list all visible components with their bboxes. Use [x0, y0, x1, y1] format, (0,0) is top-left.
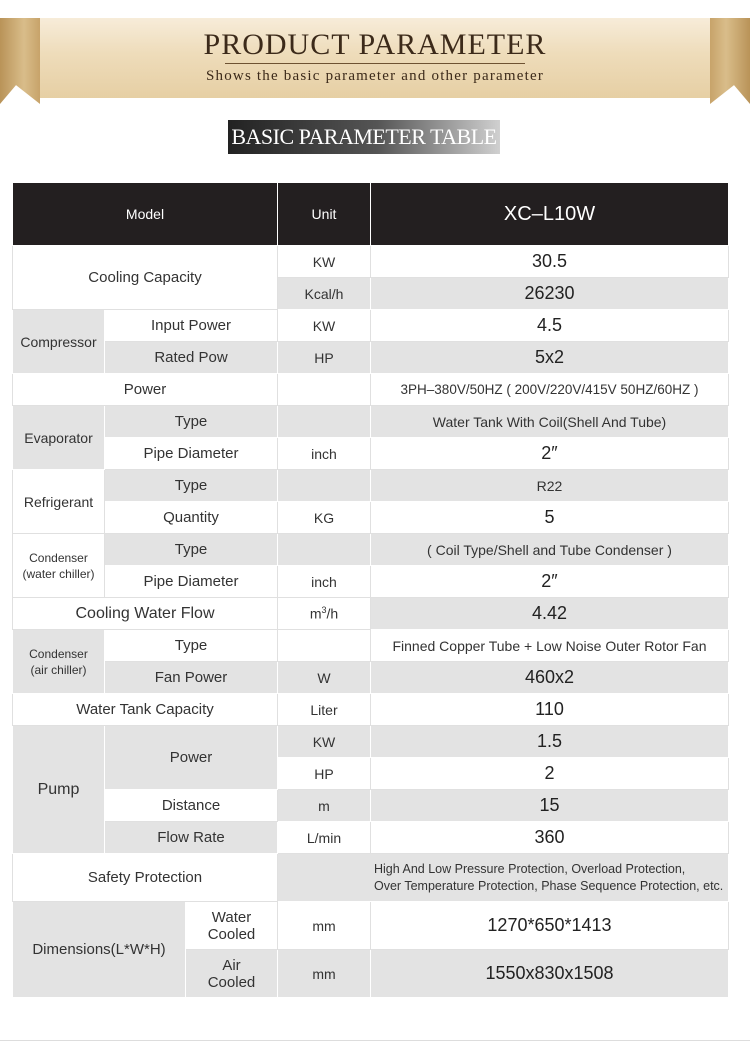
- sub-label-cell: Type: [105, 406, 278, 438]
- row-label-water-tank: Water Tank Capacity: [13, 694, 278, 726]
- sub-label-cell: Fan Power: [105, 662, 278, 694]
- row-label-dimensions: Dimensions(L*W*H): [13, 902, 186, 998]
- unit-cell: KG: [278, 502, 371, 534]
- row-label-line: Condenser: [29, 550, 88, 565]
- unit-cell: [278, 630, 371, 662]
- value-cell: 15: [371, 790, 729, 822]
- table-row: [13, 726, 729, 758]
- sub-label-cell: Quantity: [105, 502, 278, 534]
- bottom-divider: [0, 1040, 750, 1041]
- value-cell: 2″: [371, 438, 729, 470]
- parameter-table: [12, 182, 729, 998]
- banner-title: PRODUCT PARAMETER: [203, 28, 547, 61]
- unit-cell: [278, 406, 371, 438]
- banner-subtitle: Shows the basic parameter and other parameter: [205, 68, 545, 84]
- table-row: [13, 822, 729, 854]
- sub-label-cell: Type: [105, 470, 278, 502]
- unit-tail: /h: [326, 605, 339, 622]
- value-cell: 4.5: [371, 310, 729, 342]
- table-row: [13, 470, 729, 502]
- row-label-safety: Safety Protection: [13, 854, 278, 902]
- table-heading: BASIC PARAMETER TABLE: [228, 120, 500, 154]
- value-cell: ( Coil Type/Shell and Tube Condenser ): [371, 534, 729, 566]
- unit-cell: inch: [278, 438, 371, 470]
- value-cell: [278, 854, 729, 902]
- unit-cell: KW: [278, 726, 371, 758]
- unit-cell: m: [278, 790, 371, 822]
- table-row: [13, 342, 729, 374]
- sub-label-cell: Flow Rate: [105, 822, 278, 854]
- table-row: [13, 694, 729, 726]
- unit-cell: Liter: [278, 694, 371, 726]
- value-cell: R22: [371, 470, 729, 502]
- row-label-cooling-capacity: Cooling Capacity: [13, 246, 278, 310]
- unit-cell: Kcal/h: [278, 278, 371, 310]
- sub-label-cell: Rated Pow: [105, 342, 278, 374]
- sub-label-cell: [186, 950, 278, 998]
- row-label-refrigerant: Refrigerant: [13, 470, 105, 534]
- value-cell: 360: [371, 822, 729, 854]
- sub-label-line: Water: [211, 908, 252, 926]
- unit-cell: KW: [278, 246, 371, 278]
- value-cell: 1550x830x1508: [371, 950, 729, 998]
- table-row: [13, 374, 729, 406]
- table-row: [13, 790, 729, 822]
- value-cell: 30.5: [371, 246, 729, 278]
- sub-label-cell: Power: [105, 726, 278, 790]
- sub-label-line: Cooled: [207, 973, 256, 991]
- unit-cell: W: [278, 662, 371, 694]
- row-label-line: (air chiller): [30, 662, 87, 677]
- table-row: [13, 662, 729, 694]
- row-label-condenser-air: [13, 630, 105, 694]
- unit-cell: inch: [278, 566, 371, 598]
- value-cell: 5: [371, 502, 729, 534]
- row-label-line: (water chiller): [22, 566, 95, 581]
- unit-base: m: [309, 605, 322, 622]
- value-cell: 5x2: [371, 342, 729, 374]
- value-cell: 2: [371, 758, 729, 790]
- value-cell: 26230: [371, 278, 729, 310]
- value-cell: Finned Copper Tube + Low Noise Outer Rotor Fan: [371, 630, 729, 662]
- value-cell: Water Tank With Coil(Shell And Tube): [371, 406, 729, 438]
- unit-cell: HP: [278, 758, 371, 790]
- value-cell: 110: [371, 694, 729, 726]
- row-label-condenser-water: [13, 534, 105, 598]
- table-row: [13, 598, 729, 630]
- unit-cell: L/min: [278, 822, 371, 854]
- value-cell: 460x2: [371, 662, 729, 694]
- safety-line: Over Temperature Protection, Phase Sequence Protection, etc.: [374, 878, 724, 893]
- unit-cell: mm: [278, 950, 371, 998]
- row-label-pump: Pump: [13, 726, 105, 854]
- row-label-compressor: Compressor: [13, 310, 105, 374]
- sub-label-cell: Type: [105, 534, 278, 566]
- unit-superscript: 3: [321, 605, 327, 616]
- title-banner: [0, 18, 750, 104]
- table-row: [13, 566, 729, 598]
- value-cell: 3PH–380V/50HZ ( 200V/220V/415V 50HZ/60HZ ): [371, 374, 729, 406]
- table-row: [13, 502, 729, 534]
- value-cell: 1270*650*1413: [371, 902, 729, 950]
- value-cell: 4.42: [371, 598, 729, 630]
- header-model-value: XC–L10W: [371, 183, 729, 246]
- unit-cell: [278, 598, 371, 630]
- sub-label-line: Air: [222, 956, 241, 974]
- row-label-evaporator: Evaporator: [13, 406, 105, 470]
- sub-label-cell: Pipe Diameter: [105, 438, 278, 470]
- table-row: [13, 854, 729, 902]
- unit-cell: [278, 374, 371, 406]
- unit-cell: HP: [278, 342, 371, 374]
- table-row: [13, 310, 729, 342]
- sub-label-cell: Pipe Diameter: [105, 566, 278, 598]
- unit-cell: KW: [278, 310, 371, 342]
- value-cell: 1.5: [371, 726, 729, 758]
- table-row: [13, 406, 729, 438]
- safety-line: High And Low Pressure Protection, Overload Protection,: [374, 861, 686, 876]
- table-row: [13, 534, 729, 566]
- table-row: [13, 630, 729, 662]
- row-label-cooling-water-flow: Cooling Water Flow: [13, 598, 278, 630]
- banner-divider: [225, 63, 525, 64]
- table-row: [13, 902, 729, 950]
- table-header-row: [13, 183, 729, 246]
- row-label-line: Condenser: [29, 646, 88, 661]
- sub-label-cell: [186, 902, 278, 950]
- table-row: [13, 438, 729, 470]
- sub-label-line: Cooled: [207, 925, 256, 943]
- unit-cell: mm: [278, 902, 371, 950]
- sub-label-cell: Input Power: [105, 310, 278, 342]
- unit-cell: [278, 534, 371, 566]
- header-model: Model: [13, 183, 278, 246]
- sub-label-cell: Distance: [105, 790, 278, 822]
- table-row: [13, 246, 729, 278]
- unit-cell: [278, 470, 371, 502]
- row-label-power: Power: [13, 374, 278, 406]
- header-unit: Unit: [278, 183, 371, 246]
- sub-label-cell: Type: [105, 630, 278, 662]
- value-cell: 2″: [371, 566, 729, 598]
